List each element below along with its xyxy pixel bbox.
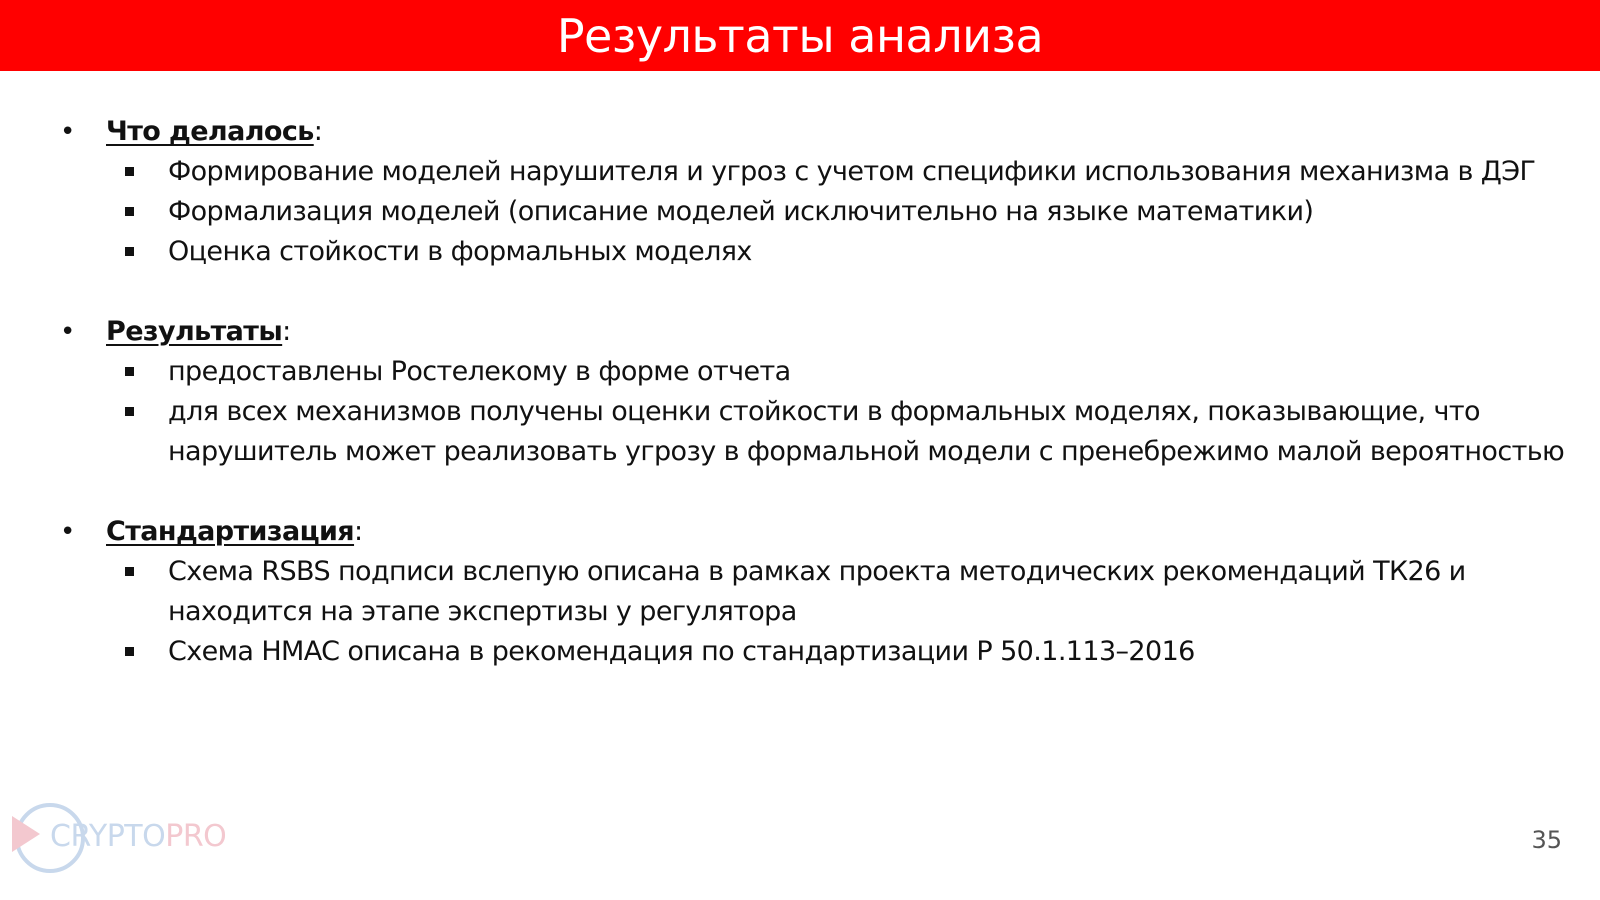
section-heading — [60, 512, 1540, 552]
section-standardization — [60, 512, 1540, 672]
square-bullet-icon — [125, 247, 134, 256]
list-item — [60, 232, 1568, 272]
sub-list — [60, 152, 1540, 272]
list-item — [60, 392, 1568, 472]
heading-suffix: : — [282, 316, 291, 347]
sub-list — [60, 352, 1565, 472]
section-heading-label: Результаты — [106, 316, 283, 347]
logo-text-crypto: CRYPTO — [50, 819, 166, 854]
list-item-text: предоставлены Ростелекому в форме отчета — [168, 356, 791, 387]
round-bullet-icon: • — [60, 317, 75, 347]
list-item — [60, 632, 1568, 672]
heading-suffix: : — [313, 116, 323, 147]
square-bullet-icon — [125, 647, 134, 656]
round-bullet-icon: • — [60, 517, 75, 547]
round-bullet-icon: • — [60, 117, 75, 147]
cryptopro-logo-icon — [10, 800, 230, 876]
logo-text-pro: PRO — [165, 819, 227, 854]
section-heading — [60, 312, 1540, 352]
section-heading-label: Стандартизация — [106, 516, 355, 547]
list-item — [60, 352, 1568, 392]
logo-wordmark — [50, 820, 226, 854]
slide-content — [60, 112, 1565, 712]
heading-suffix: : — [354, 516, 363, 547]
play-triangle-icon — [12, 816, 40, 852]
square-bullet-icon — [125, 167, 134, 176]
list-item — [60, 152, 1568, 192]
list-item-text: Формализация моделей (описание моделей исключительно на языке математики) — [168, 196, 1314, 227]
list-item — [60, 192, 1568, 232]
section-heading-label: Что делалось — [106, 116, 314, 147]
list-item-text: Оценка стойкости в формальных моделях — [168, 236, 752, 267]
square-bullet-icon — [125, 207, 134, 216]
list-item-text: Схема HMAC описана в рекомендация по стандартизации Р 50.1.113–2016 — [168, 636, 1195, 667]
list-item-text: Формирование моделей нарушителя и угроз с учетом специфики использования механизма в ДЭГ — [168, 156, 1536, 187]
list-item — [60, 552, 1568, 632]
list-item-text: Схема RSBS подписи вслепую описана в рамках проекта методических рекомендаций ТК26 и находится на этапе экспертизы у регулятора — [168, 556, 1466, 627]
square-bullet-icon — [125, 567, 134, 576]
page-number: 35 — [1531, 826, 1562, 854]
title-bar — [0, 0, 1600, 71]
slide-title: Результаты анализа — [556, 8, 1044, 63]
list-item-text: для всех механизмов получены оценки стойкости в формальных моделях, показывающие, что нарушитель может реализовать угрозу в формальной модели с пренебрежимо малой вероятностью — [168, 396, 1565, 467]
sub-list — [60, 552, 1540, 672]
section-results — [60, 312, 1565, 472]
square-bullet-icon — [125, 407, 134, 416]
section-heading — [60, 112, 1540, 152]
section-what-was-done — [60, 112, 1540, 272]
square-bullet-icon — [125, 367, 134, 376]
